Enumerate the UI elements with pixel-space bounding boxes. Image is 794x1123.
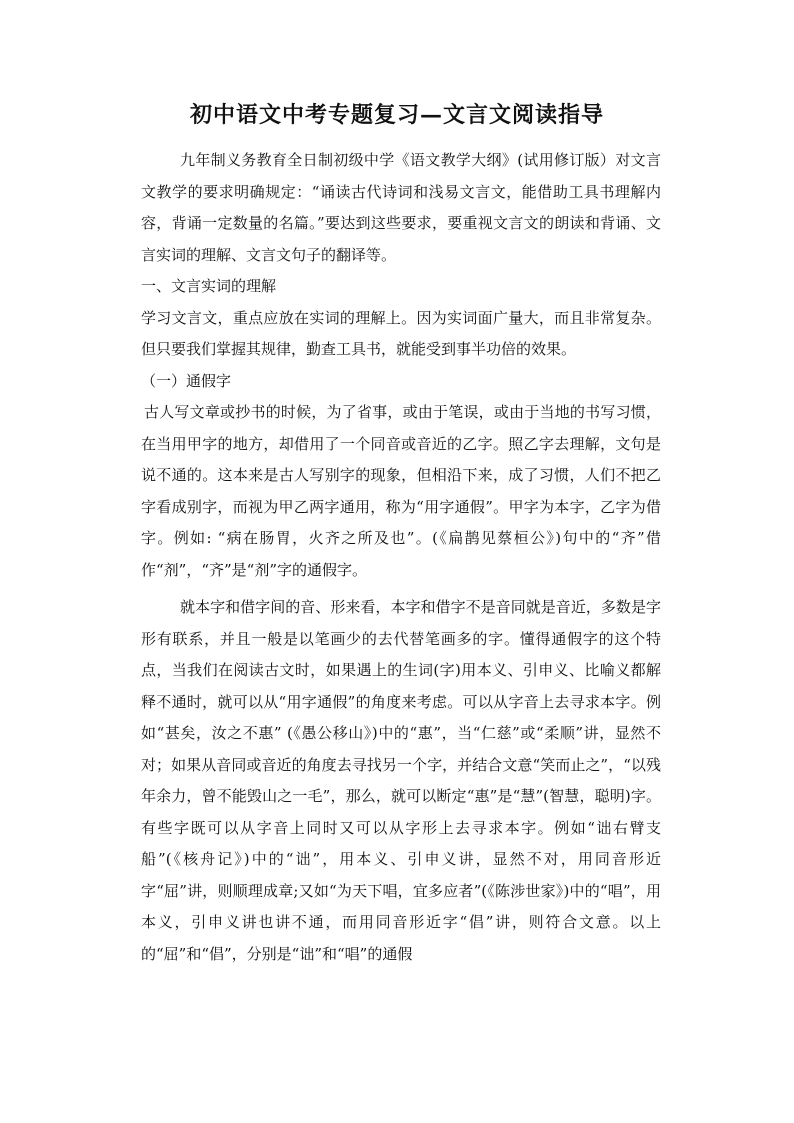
page-title: 初中语文中考专题复习—文言文阅读指导 bbox=[189, 102, 604, 128]
intro-paragraph: 九年制义务教育全日制初级中学《语文教学大纲》(试用修订版）对文言文教学的要求明确规定：“诵读古代诗词和浅易文言文，能借助工具书理解内容，背诵一定数量的名篇。”要达到这些要求，要重视文言文的朗读和背诵、文言实词的理解、文言文句子的翻译等。 bbox=[141, 151, 661, 264]
tongjia-paragraph-2: 就本字和借字间的音、形来看，本字和借字不是音同就是音近，多数是字形有联系，并且一般是以笔画少的去代替笔画多的字。懂得通假字的这个特点，当我们在阅读古文时，如果遇上的生词(字)用本义、引申义、比喻义都解释不通时，就可以从“用字通假”的角度来考虑。可以从字音上去寻求本字。例如“甚矣，汝之不惠” (《愚公移山》)中的“惠”，当“仁慈”或“柔顺”讲，显然不对；如果从音同或音近的角度去寻找另一个字，并结合文意“笑而止之”，“以残年余力，曾不能毁山之一毛”，那么，就可以断定“惠”是“慧”(智慧，聪明)字。有些字既可以从字音上同时又可以从字形上去寻求本字。例如“诎右臂支船”(《核舟记》)中的“诎”，用本义、引申义讲，显然不对，用同音形近字“屈”讲，则顺理成章;又如“为天下唱，宜多应者”(《陈涉世家》)中的“唱”，用本义，引申义讲也讲不通，而用同音形近字“倡”讲，则符合文意。以上的“屈”和“倡”，分别是“诎”和“唱”的通假 bbox=[141, 598, 661, 963]
document-body bbox=[141, 145, 661, 970]
tongjia-paragraph-1: 古人写文章或抄书的时候，为了省事，或由于笔误，或由于当地的书写习惯，在当用甲字的地方，却借用了一个同音或音近的乙字。照乙字去理解，文句是说不通的。这本来是古人写别字的现象，但相沿下来，成了习惯，人们不把乙字看成别字，而视为甲乙两字通用，称为“用字通假”。甲字为本字，乙字为借字。例如: “病在肠胃，火齐之所及也”。(《扁鹊见蔡桓公》)句中的“齐”借作“剂”，“齐”是“剂”字的通假字。 bbox=[141, 403, 661, 579]
subsection-heading: （一）通假字 bbox=[141, 371, 232, 390]
section-paragraph: 学习文言文，重点应放在实词的理解上。因为实词面广量大，而且非常复杂。但只要我们掌握其规律，勤查工具书，就能受到事半功倍的效果。 bbox=[141, 308, 661, 358]
section-heading: 一、文言实词的理解 bbox=[141, 277, 277, 295]
